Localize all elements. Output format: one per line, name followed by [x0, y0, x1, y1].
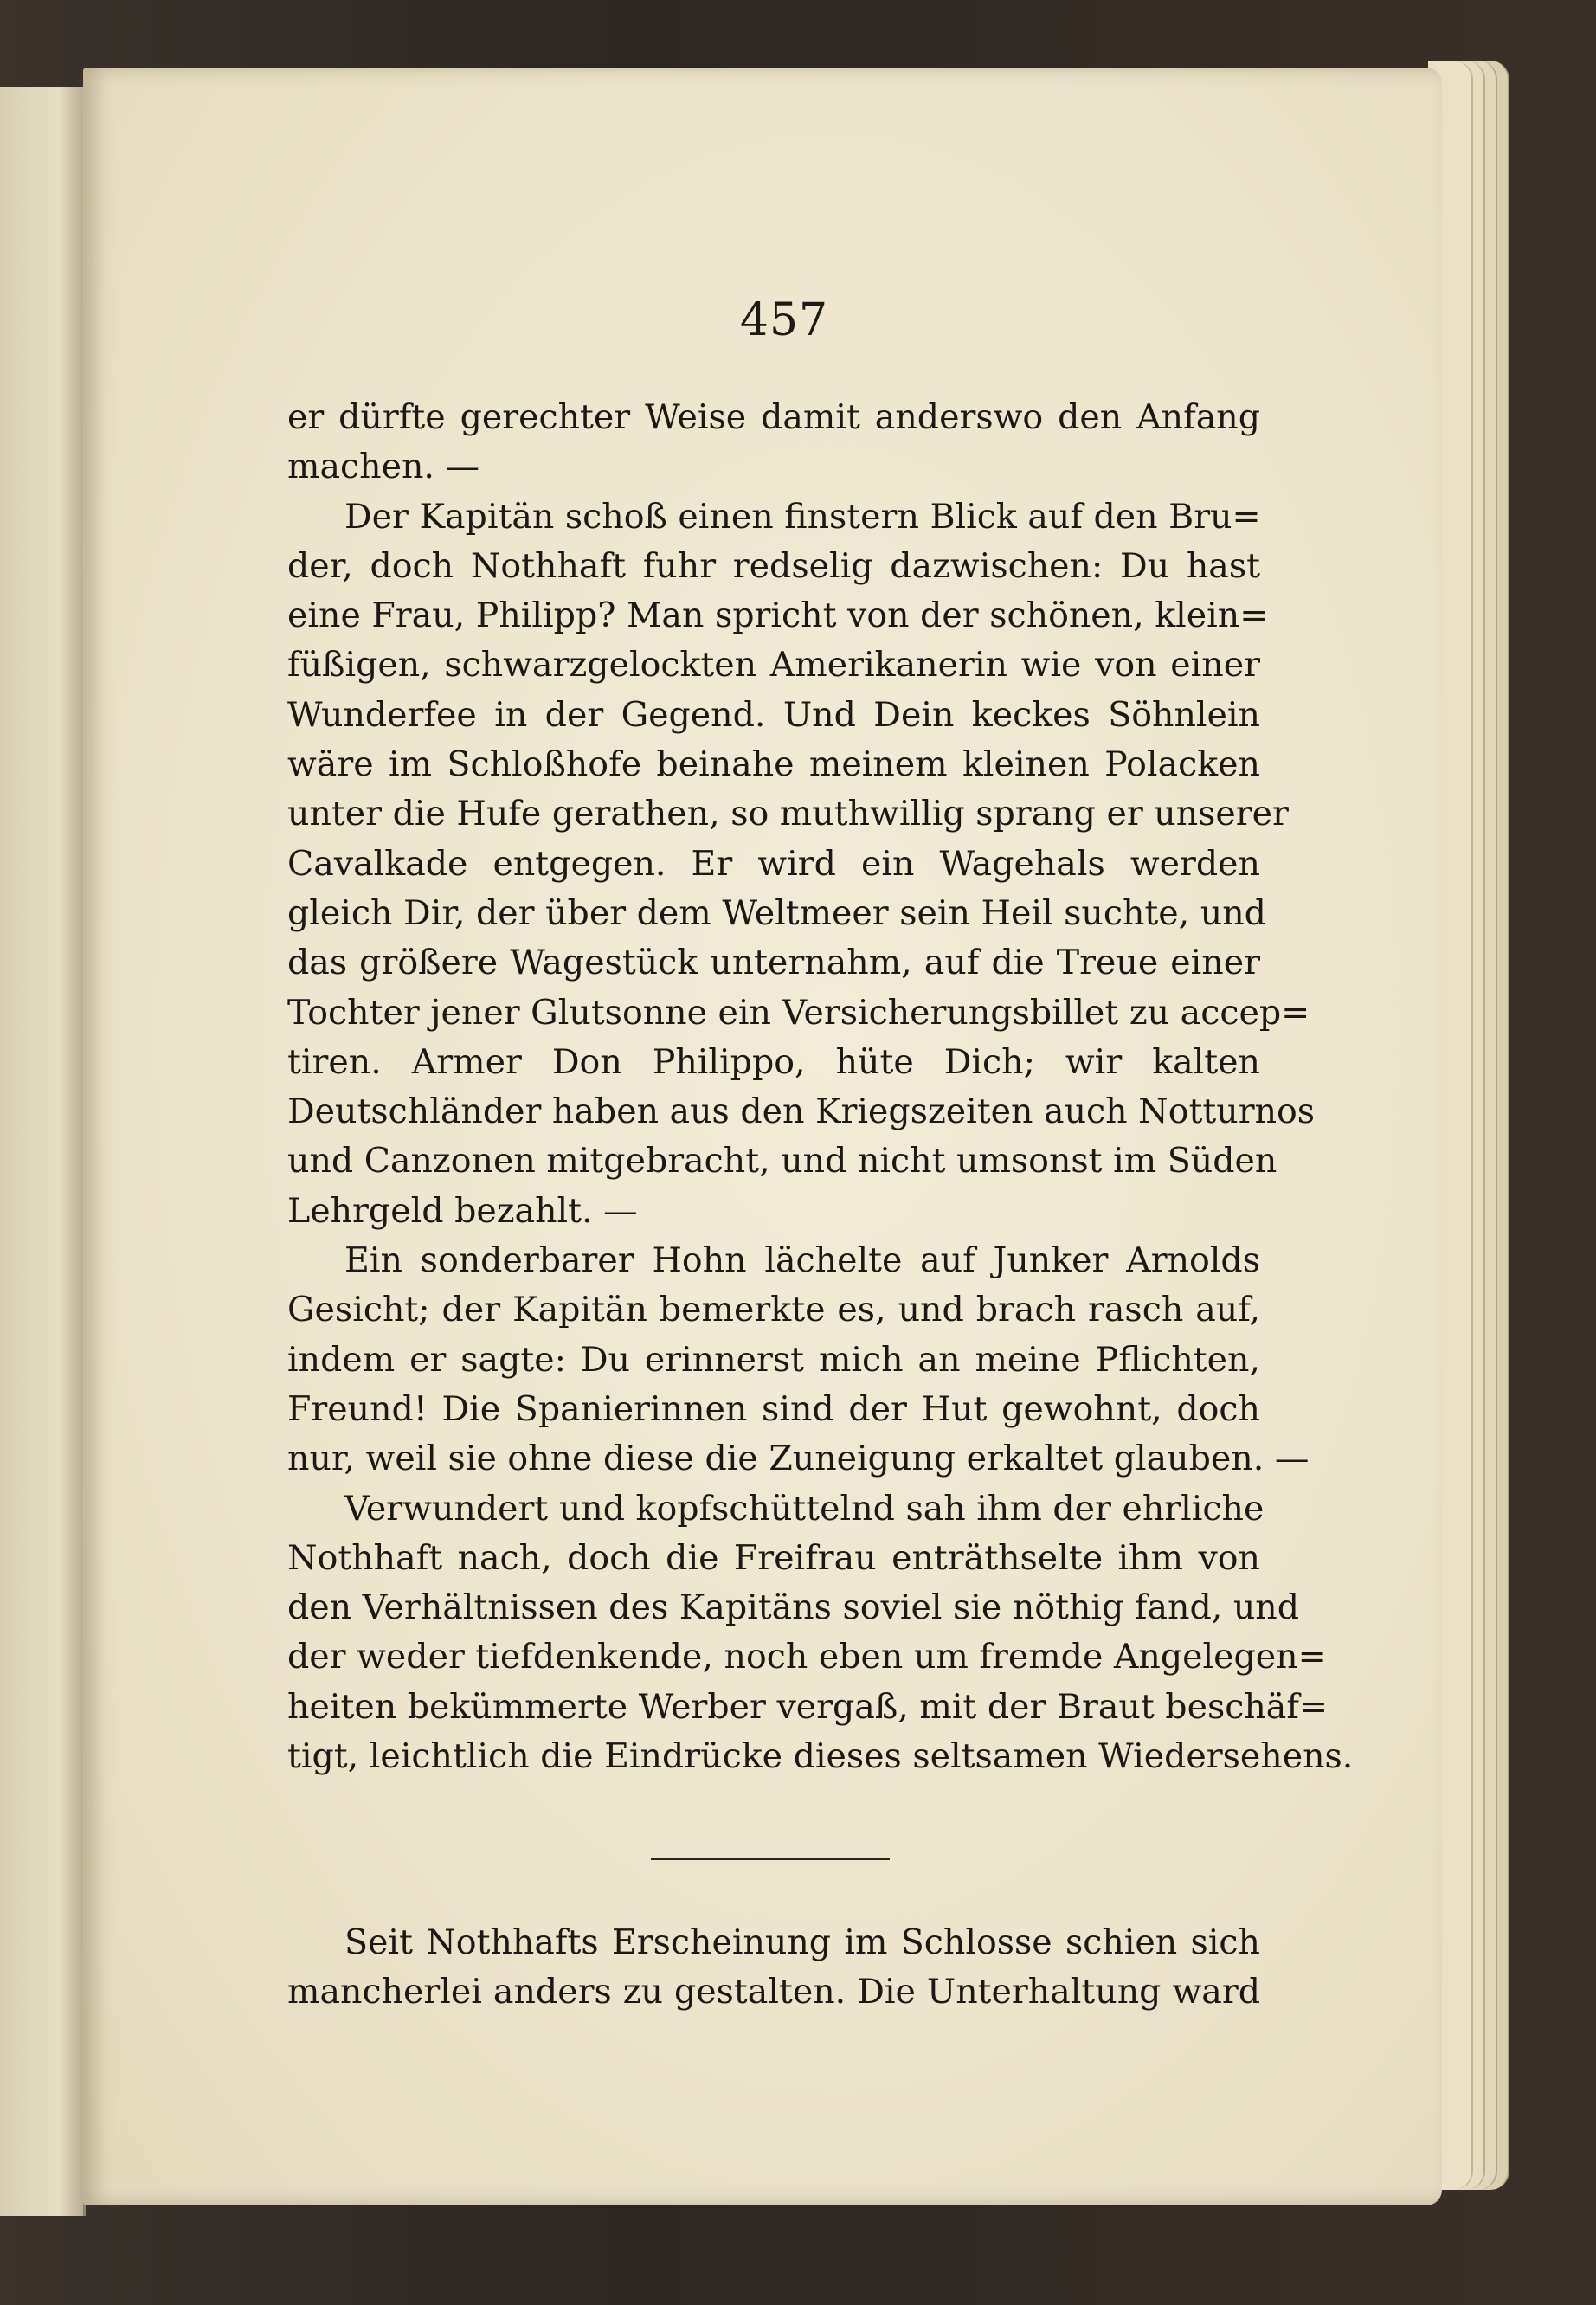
text-line: heiten bekümmerte Werber vergaß, mit der Braut beschäf= — [287, 1686, 1329, 1727]
text-line: eine Frau, Philipp? Man spricht von der schönen, klein= — [287, 596, 1269, 636]
text-line: er dürfte gerechter Weise damit anderswo den Anfang — [287, 397, 1260, 437]
text-line: Tochter jener Glutsonne ein Versicherungsbillet zu accep= — [287, 992, 1310, 1033]
text-line: nur, weil sie ohne diese die Zuneigung erkaltet glauben. — — [287, 1439, 1310, 1479]
text-line: Der Kapitän schoß einen finstern Blick auf den Bru= — [344, 496, 1261, 537]
facing-page-edge — [0, 87, 86, 2216]
text-line: Deutschländer haben aus den Kriegszeiten auch Notturnos — [287, 1091, 1316, 1132]
book-page — [83, 68, 1442, 2205]
text-line: füßigen, schwarzgelockten Amerikanerin wie von einer — [287, 645, 1260, 686]
text-line: und Canzonen mitgebracht, und nicht umsonst im Süden — [287, 1141, 1277, 1181]
text-line: mancherlei anders zu gestalten. Die Unterhaltung ward — [287, 1972, 1260, 2012]
page-number: 457 — [739, 294, 829, 346]
text-line: der weder tiefdenkende, noch eben um fremde Angelegen= — [287, 1637, 1327, 1677]
text-line: unter die Hufe gerathen, so muthwillig sprang er unserer — [287, 794, 1289, 834]
text-line: Wunderfee in der Gegend. Und Dein keckes Söhnlein — [287, 694, 1260, 735]
text-line: der, doch Nothhaft fuhr redselig dazwischen: Du hast — [287, 545, 1260, 586]
text-line: tigt, leichtlich die Eindrücke dieses seltsamen Wiedersehens. — [287, 1736, 1354, 1777]
text-line: tiren. Armer Don Philippo, hüte Dich; wir kalten — [287, 1041, 1260, 1082]
body-text — [287, 393, 1354, 1781]
text-line: Ein sonderbarer Hohn lächelte auf Junker Arnolds — [344, 1240, 1260, 1281]
section-divider — [651, 1858, 890, 1860]
text-line: Gesicht; der Kapitän bemerkte es, und brach rasch auf, — [287, 1290, 1260, 1330]
text-line: machen. — — [287, 447, 479, 487]
text-line: Nothhaft nach, doch die Freifrau enträthselte ihm von — [287, 1537, 1260, 1578]
text-line: Lehrgeld bezahlt. — — [287, 1190, 638, 1231]
text-line: Verwundert und kopfschüttelnd sah ihm der ehrliche — [344, 1488, 1265, 1529]
text-line: Seit Nothhafts Erscheinung im Schlosse schien sich — [344, 1922, 1260, 1962]
text-line: Cavalkade entgegen. Er wird ein Wagehals werden — [287, 843, 1260, 884]
text-line: das größere Wagestück unternahm, auf die Treue einer — [287, 943, 1260, 983]
text-line: wäre im Schloßhofe beinahe meinem kleinen Polacken — [287, 744, 1260, 785]
text-line: gleich Dir, der über dem Weltmeer sein Heil suchte, und — [287, 892, 1266, 933]
text-line: den Verhältnissen des Kapitäns soviel sie nöthig fand, und — [287, 1587, 1300, 1628]
text-line: indem er sagte: Du erinnerst mich an meine Pflichten, — [287, 1339, 1260, 1380]
body-text-continued — [287, 1918, 1260, 2018]
text-line: Freund! Die Spanierinnen sind der Hut gewohnt, doch — [287, 1388, 1260, 1429]
